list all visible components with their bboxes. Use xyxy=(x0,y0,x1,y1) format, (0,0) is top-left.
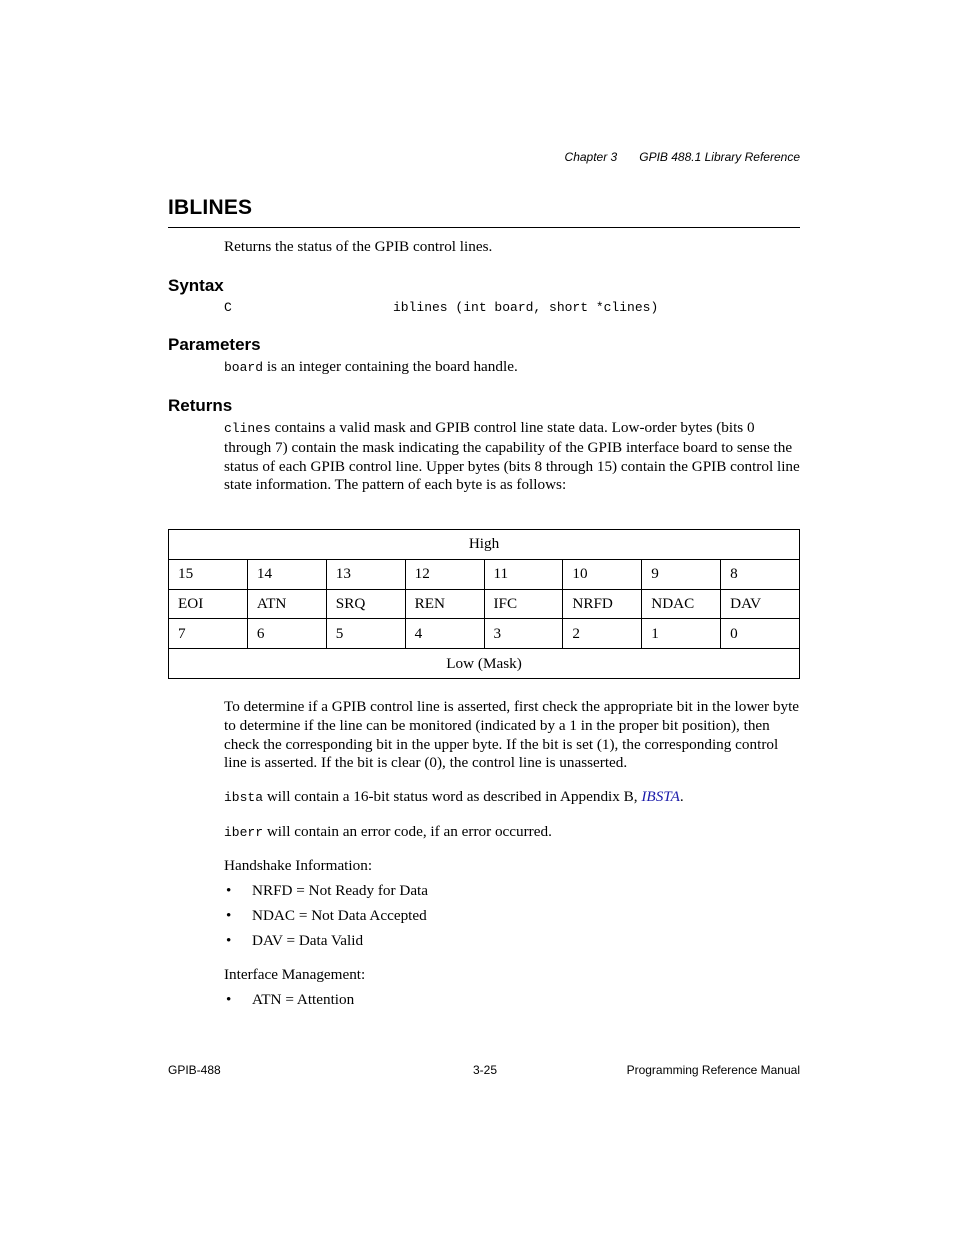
footer-page-number: 3-25 xyxy=(473,1063,498,1077)
table-cell: 8 xyxy=(721,559,800,589)
table-cell: 1 xyxy=(642,619,721,649)
ibsta-desc: will contain a 16-bit status word as described in Appendix B, xyxy=(263,788,642,805)
table-cell: 0 xyxy=(721,619,800,649)
table-cell: 3 xyxy=(484,619,563,649)
handshake-list xyxy=(224,882,802,957)
interface-heading: Interface Management: xyxy=(224,966,366,983)
high-label: High xyxy=(169,530,800,560)
bullet-icon: • xyxy=(226,991,232,1008)
syntax-language: C xyxy=(224,300,232,315)
returns-heading: Returns xyxy=(168,396,233,415)
running-header xyxy=(565,150,800,164)
table-cell: DAV xyxy=(721,589,800,619)
table-cell: SRQ xyxy=(326,589,405,619)
parameters-heading: Parameters xyxy=(168,335,261,354)
page-title: IBLINES xyxy=(168,196,253,219)
returns-text xyxy=(224,419,802,495)
intro-text: Returns the status of the GPIB control lines. xyxy=(224,238,493,255)
table-row-low-label xyxy=(169,649,800,679)
table-cell: 15 xyxy=(169,559,248,589)
returns-param: clines xyxy=(224,421,271,436)
table-cell: 4 xyxy=(405,619,484,649)
control-lines-table xyxy=(168,529,800,679)
title-rule xyxy=(168,227,800,228)
param-name: board xyxy=(224,360,264,375)
chapter-label: Chapter 3 xyxy=(564,150,618,164)
footer-right: Programming Reference Manual xyxy=(626,1063,800,1077)
table-cell: IFC xyxy=(484,589,563,619)
list-item: • ATN = Attention xyxy=(226,991,355,1008)
parameters-text xyxy=(224,358,802,378)
table-cell: 12 xyxy=(405,559,484,589)
table-cell: 6 xyxy=(247,619,326,649)
table-cell: 9 xyxy=(642,559,721,589)
table-cell: ATN xyxy=(247,589,326,619)
returns-desc: contains a valid mask and GPIB control line state data. Low-order bytes (bits 0 through 7) contain the mask indicating the capability of the GPIB interface board to sense the status of each GPIB control line. Upper bytes (bits 8 through 15) contain the GPIB control line state information. The pattern of each byte is as follows: xyxy=(224,419,800,494)
list-item: • NDAC = Not Data Accepted xyxy=(226,907,427,924)
table-cell: 5 xyxy=(326,619,405,649)
table-row-high-label xyxy=(169,530,800,560)
list-item: • DAV = Data Valid xyxy=(226,932,364,949)
iberr-desc: will contain an error code, if an error occurred. xyxy=(263,823,552,840)
table-cell: 13 xyxy=(326,559,405,589)
list-item: • NRFD = Not Ready for Data xyxy=(226,882,429,899)
table-cell: NRFD xyxy=(563,589,642,619)
ibsta-link[interactable]: IBSTA xyxy=(641,788,680,805)
iberr-var: iberr xyxy=(224,825,264,840)
bullet-icon: • xyxy=(226,932,232,949)
ibsta-text xyxy=(224,788,802,808)
table-cell: 10 xyxy=(563,559,642,589)
table-cell: 7 xyxy=(169,619,248,649)
explanation-text: To determine if a GPIB control line is asserted, first check the appropriate bit in the lower byte to determine if the line can be monitored (indicated by a 1 in the proper bit position), then check the corresponding bit in the upper byte. If the bit is set (1), the corresponding control line is asserted. If the bit is clear (0), the control line is unasserted. xyxy=(224,698,800,772)
table-cell: 11 xyxy=(484,559,563,589)
table-row-high-bits xyxy=(169,559,800,589)
bullet-icon: • xyxy=(226,907,232,924)
table-cell: EOI xyxy=(169,589,248,619)
table-cell: NDAC xyxy=(642,589,721,619)
table-row-low-bits xyxy=(169,619,800,649)
footer-left: GPIB-488 xyxy=(168,1063,221,1077)
interface-list xyxy=(224,991,802,1016)
iberr-text xyxy=(224,823,802,843)
ibsta-var: ibsta xyxy=(224,790,264,805)
ibsta-end: . xyxy=(679,788,684,805)
syntax-heading: Syntax xyxy=(168,276,224,295)
table-row-lines xyxy=(169,589,800,619)
low-label: Low (Mask) xyxy=(169,649,800,679)
section-label: GPIB 488.1 Library Reference xyxy=(639,150,800,164)
param-desc: is an integer containing the board handle. xyxy=(263,358,518,375)
table-cell: 2 xyxy=(563,619,642,649)
table-cell: REN xyxy=(405,589,484,619)
table-cell: 14 xyxy=(247,559,326,589)
handshake-heading: Handshake Information: xyxy=(224,857,373,874)
syntax-signature: iblines (int board, short *clines) xyxy=(393,300,659,315)
bullet-icon: • xyxy=(226,882,232,899)
